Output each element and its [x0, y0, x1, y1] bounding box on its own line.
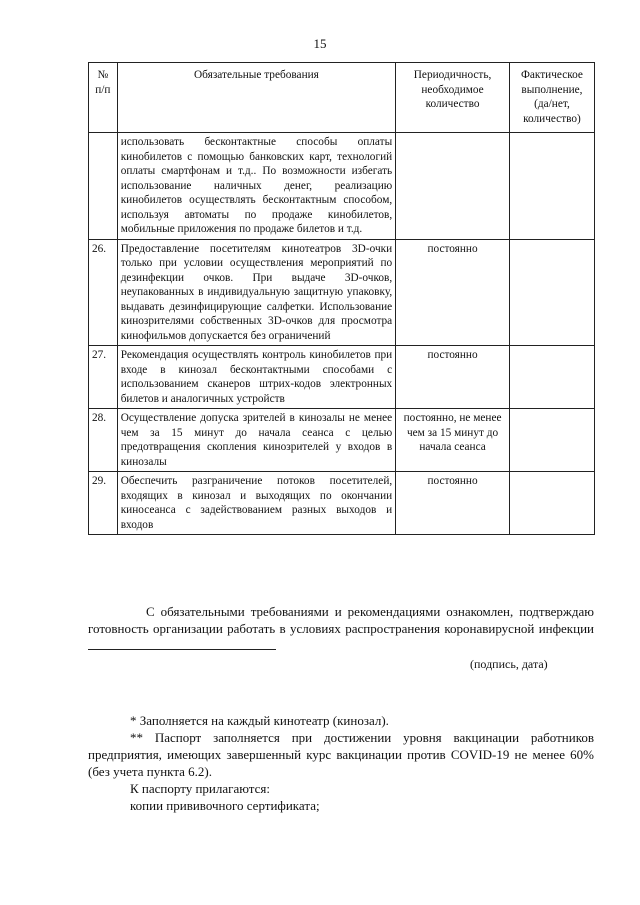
row-num: 27. [89, 346, 118, 409]
row-requirement: использовать бесконтактные способы оплаты кинобилетов с помощью банковских карт, технологий оплаты смартфонам и т.д.. По возможности избегать использование наличных денег, реализацию кинобилетов осуществлять бесконтактным способом, используя автоматы по продаже кинобилетов, мобильные приложения по продаже билетов и т.д. [117, 133, 396, 240]
row-num: 28. [89, 409, 118, 472]
footnote-1 [88, 712, 594, 729]
row-requirement: Рекомендация осуществлять контроль кинобилетов при входе в кинозал бесконтактными способами с использованием сканеров штрих-кодов электронных билетов и аналогичных устройств [117, 346, 396, 409]
row-periodicity: постоянно, не менее чем за 15 минут до начала сеанса [396, 409, 510, 472]
header-requirement: Обязательные требования [117, 63, 396, 133]
row-periodicity: постоянно [396, 346, 510, 409]
attachments [130, 780, 590, 814]
table-row [89, 133, 595, 240]
row-actual [509, 472, 594, 535]
acknowledgement-text: С обязательными требованиями и рекомендациями ознакомлен, подтверждаю готовность организации работать в условиях распространения коронавирусной инфекции [88, 604, 594, 636]
row-periodicity: постоянно [396, 239, 510, 346]
header-periodicity: Периодичность, необходимое количество [396, 63, 510, 133]
attachments-title: К паспорту прилагаются: [130, 781, 270, 796]
page-number: 15 [313, 36, 327, 51]
row-actual [509, 346, 594, 409]
table-row [89, 239, 595, 346]
row-actual [509, 239, 594, 346]
footnote-2 [88, 729, 594, 780]
row-periodicity [396, 133, 510, 240]
footnote-1-text: * Заполняется на каждый кинотеатр (кинозал). [130, 713, 389, 728]
table-header-row [89, 63, 595, 133]
row-requirement: Осуществление допуска зрителей в кинозалы не менее чем за 15 минут до начала сеанса с целью предотвращения скопления кинозрителей у входов в кинозалы [117, 409, 396, 472]
row-actual [509, 133, 594, 240]
row-requirement: Предоставление посетителям кинотеатров 3D-очки только при условии осуществления мероприятий по дезинфекции очков. При выдаче 3D-очков, неупакованных в индивидуальную защитную упаковку, выдавать дезинфицирующие салфетки. Использование кинозрителями собственных 3D-очков для просмотра кинофильмов допускается без ограничений [117, 239, 396, 346]
row-periodicity: постоянно [396, 472, 510, 535]
row-num [89, 133, 118, 240]
footnote-2-text: ** Паспорт заполняется при достижении уровня вакцинации работников предприятия, имеющих завершенный курс вакцинации против COVID-19 не менее 60% (без учета пункта 6.2). [88, 730, 594, 779]
table-row [89, 472, 595, 535]
requirements-table [88, 62, 595, 535]
signature-caption: (подпись, дата) [470, 657, 548, 671]
signature-line[interactable] [88, 637, 276, 650]
row-requirement: Обеспечить разграничение потоков посетителей, входящих в кинозал и выходящих по окончании киносеанса с задействованием разных выходов и входов [117, 472, 396, 535]
table-row [89, 409, 595, 472]
acknowledgement-paragraph [88, 603, 594, 654]
row-num: 29. [89, 472, 118, 535]
table-row [89, 346, 595, 409]
row-actual [509, 409, 594, 472]
row-num: 26. [89, 239, 118, 346]
attachment-item: копии прививочного сертификата; [130, 798, 320, 813]
header-num: № п/п [89, 63, 118, 133]
header-actual: Фактическое выполнение, (да/нет, количество) [509, 63, 594, 133]
